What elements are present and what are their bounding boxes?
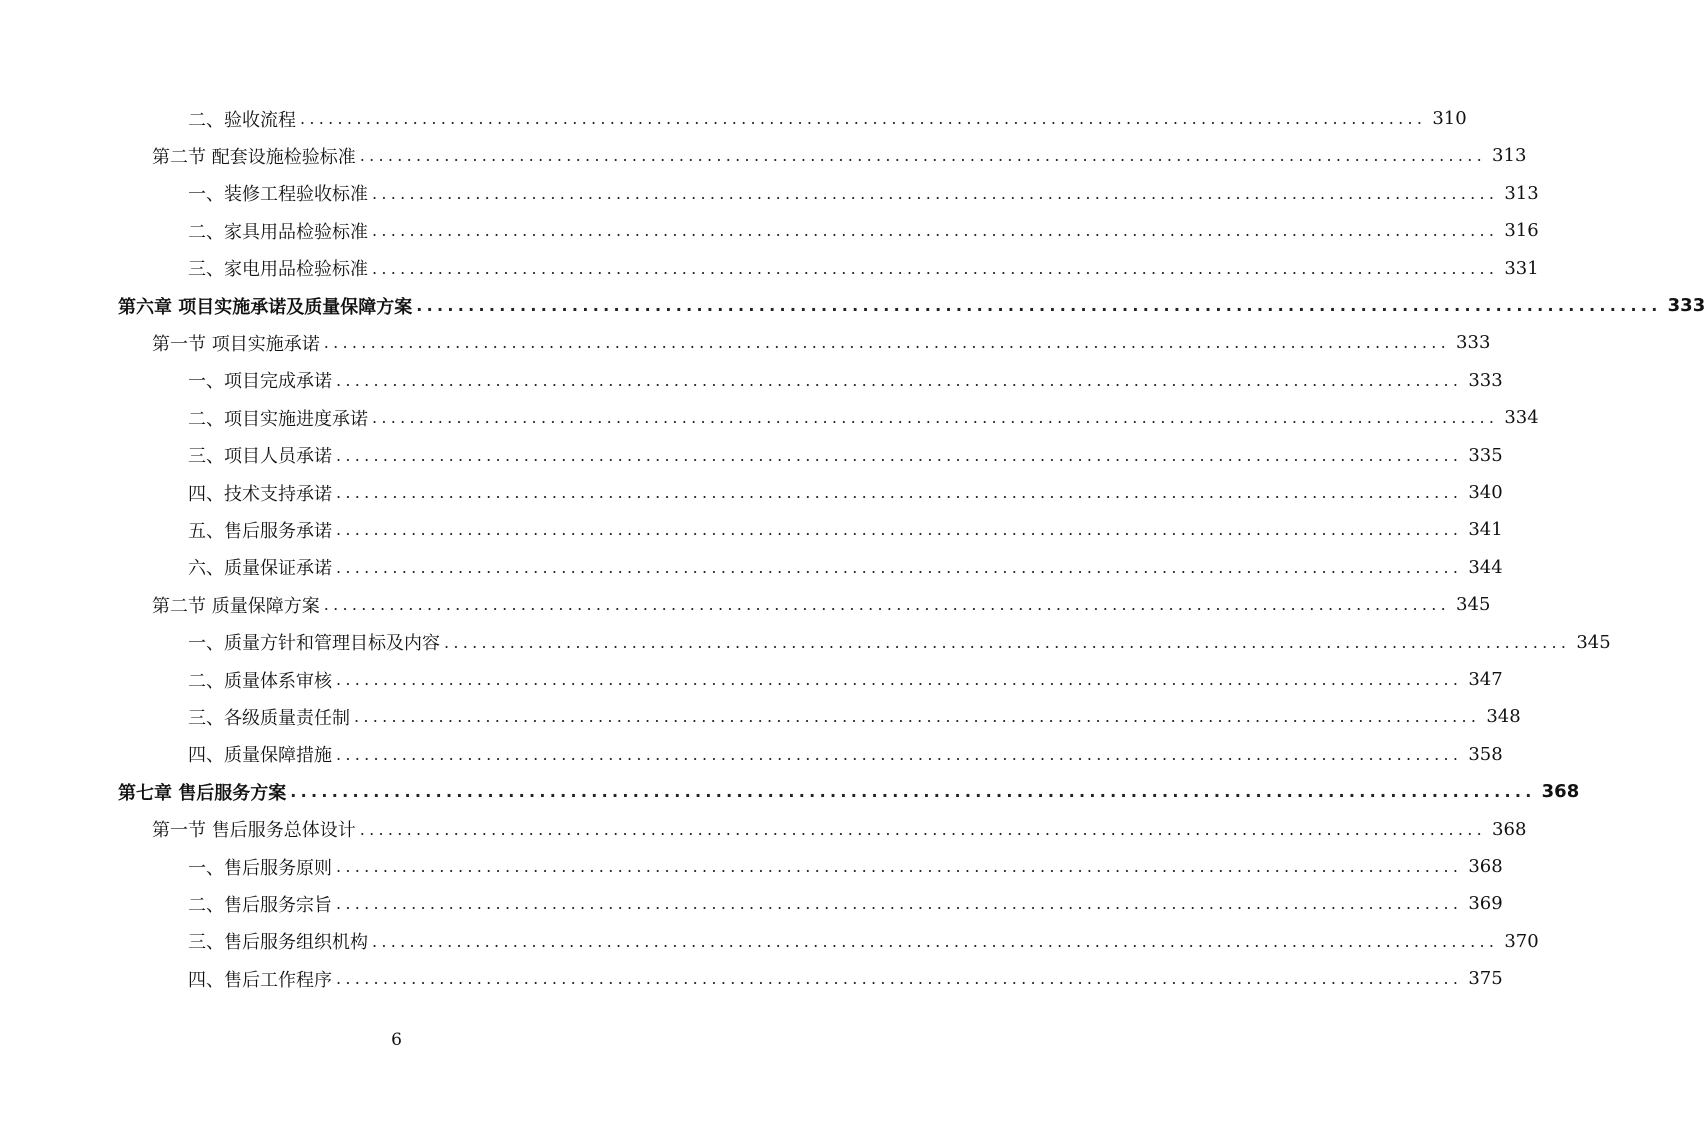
- toc-entry[interactable]: [188, 848, 1503, 885]
- toc-dot-leader: ........................................................................................................................: [354, 707, 1481, 727]
- toc-entry[interactable]: [152, 811, 1527, 848]
- toc-dot-leader: ........................................................................................................................: [336, 894, 1463, 914]
- toc-entry[interactable]: [188, 885, 1503, 922]
- toc-entry-page: 310: [1432, 108, 1467, 129]
- toc-entry-title: 二、项目实施进度承诺: [188, 408, 368, 430]
- toc-entry-page: 369: [1468, 893, 1503, 915]
- toc-entry-title: 一、装修工程验收标准: [188, 184, 368, 206]
- toc-entry-title: 三、项目人员承诺: [188, 446, 332, 468]
- toc-entry-title: 二、售后服务宗旨: [188, 894, 332, 916]
- toc-entry-title: 第七章 售后服务方案: [118, 782, 287, 804]
- toc-dot-leader: ........................................................................................................................: [336, 969, 1463, 989]
- toc-entry-title: 第二节 质量保障方案: [152, 595, 320, 617]
- toc-entry-page: 375: [1468, 968, 1503, 990]
- toc-entry-title: 一、售后服务原则: [188, 857, 332, 879]
- toc-dot-leader: ........................................................................................................................: [359, 819, 1487, 839]
- toc-dot-leader: ........................................................................................................................: [372, 408, 1499, 428]
- toc-entry[interactable]: [188, 661, 1503, 698]
- toc-entry[interactable]: [152, 586, 1491, 623]
- toc-entry-page: 347: [1468, 669, 1503, 690]
- toc-entry-title: 第一节 售后服务总体设计: [152, 820, 356, 842]
- toc-entry-page: 335: [1468, 444, 1503, 466]
- toc-entry-title: 第一节 项目实施承诺: [152, 333, 320, 355]
- toc-entry[interactable]: [188, 362, 1503, 399]
- toc-entry[interactable]: [188, 175, 1539, 212]
- toc-entry-title: 一、质量方针和管理目标及内容: [188, 633, 440, 655]
- toc-dot-leader: ........................................................................................................................: [336, 445, 1463, 465]
- toc-entry-page: 313: [1504, 182, 1539, 204]
- toc-entry-title: 四、质量保障措施: [188, 745, 332, 767]
- toc-entry-page: 345: [1576, 631, 1611, 653]
- toc-dot-leader: ........................................................................................................................: [323, 333, 1451, 353]
- toc-entry-title: 四、技术支持承诺: [188, 483, 332, 505]
- toc-entry-page: 370: [1504, 930, 1539, 952]
- toc-entry[interactable]: [188, 100, 1467, 137]
- toc-entry-page: 368: [1492, 818, 1527, 840]
- toc-entry[interactable]: [152, 137, 1527, 174]
- toc-entry-title: 一、项目完成承诺: [188, 371, 332, 393]
- toc-dot-leader: ........................................................................................................................: [290, 782, 1536, 802]
- toc-dot-leader: ........................................................................................................................: [336, 483, 1463, 502]
- toc-entry[interactable]: [118, 287, 1705, 324]
- toc-entry-page: 344: [1468, 556, 1503, 578]
- toc-dot-leader: ........................................................................................................................: [336, 857, 1463, 876]
- toc-dot-leader: ........................................................................................................................: [323, 595, 1451, 615]
- toc-entry-title: 三、售后服务组织机构: [188, 932, 368, 954]
- toc-entry[interactable]: [188, 437, 1503, 474]
- toc-entry[interactable]: [152, 324, 1491, 361]
- toc-entry[interactable]: [188, 960, 1503, 997]
- toc-entry[interactable]: [188, 923, 1539, 960]
- toc-dot-leader: ........................................................................................................................: [372, 221, 1499, 241]
- toc-dot-leader: ........................................................................................................................: [444, 632, 1571, 652]
- toc-entry-page: 345: [1456, 594, 1491, 616]
- toc-entry[interactable]: [188, 736, 1503, 773]
- toc-entry-page: 340: [1468, 482, 1503, 503]
- toc-dot-leader: ........................................................................................................................: [336, 520, 1463, 540]
- toc-entry-title: 三、家电用品检验标准: [188, 259, 368, 281]
- page-number: 6: [391, 1030, 402, 1050]
- toc-dot-leader: ........................................................................................................................: [336, 370, 1463, 390]
- toc-entry[interactable]: [188, 511, 1503, 548]
- toc-entry[interactable]: [188, 212, 1539, 249]
- toc-entry[interactable]: [188, 549, 1503, 586]
- toc-dot-leader: ........................................................................................................................: [336, 744, 1463, 764]
- toc-entry-title: 五、售后服务承诺: [188, 520, 332, 542]
- toc-entry-title: 第六章 项目实施承诺及质量保障方案: [118, 296, 413, 318]
- toc-entry-title: 二、验收流程: [188, 109, 296, 131]
- toc-entry-page: 341: [1468, 519, 1503, 541]
- toc-dot-leader: ........................................................................................................................: [336, 670, 1463, 689]
- toc-entry-page: 316: [1504, 220, 1539, 242]
- toc-entry[interactable]: [188, 624, 1611, 661]
- toc-dot-leader: ........................................................................................................................: [372, 183, 1499, 203]
- toc-entry-title: 三、各级质量责任制: [188, 707, 350, 729]
- toc-entry-page: 348: [1486, 706, 1521, 728]
- toc-dot-leader: ........................................................................................................................: [416, 296, 1662, 315]
- toc-entry-page: 333: [1468, 369, 1503, 391]
- toc-entry[interactable]: [188, 399, 1539, 436]
- toc-entry[interactable]: [188, 474, 1503, 511]
- toc-entry-page: 313: [1492, 145, 1527, 167]
- toc-entry-page: 358: [1468, 743, 1503, 765]
- toc-dot-leader: ........................................................................................................................: [359, 146, 1487, 166]
- toc-dot-leader: ........................................................................................................................: [372, 258, 1499, 278]
- toc-entry[interactable]: [188, 698, 1521, 735]
- toc-entry-page: 333: [1456, 332, 1491, 354]
- toc-entry-title: 二、质量体系审核: [188, 670, 332, 692]
- toc-entry-page: 333: [1667, 295, 1705, 316]
- toc-dot-leader: ........................................................................................................................: [300, 109, 1427, 128]
- toc-entry-page: 368: [1468, 856, 1503, 877]
- toc-entry-page: 334: [1504, 407, 1539, 429]
- toc-entry-title: 六、质量保证承诺: [188, 558, 332, 580]
- toc-entry-page: 368: [1541, 781, 1580, 803]
- toc-entry-title: 第二节 配套设施检验标准: [152, 146, 356, 168]
- toc-entry-page: 331: [1504, 257, 1539, 279]
- toc-entry[interactable]: [118, 773, 1580, 810]
- toc-dot-leader: ........................................................................................................................: [372, 931, 1499, 951]
- toc-entry-title: 二、家具用品检验标准: [188, 221, 368, 243]
- toc-entry[interactable]: [188, 250, 1539, 287]
- toc-entry-title: 四、售后工作程序: [188, 969, 332, 991]
- toc-dot-leader: ........................................................................................................................: [336, 557, 1463, 577]
